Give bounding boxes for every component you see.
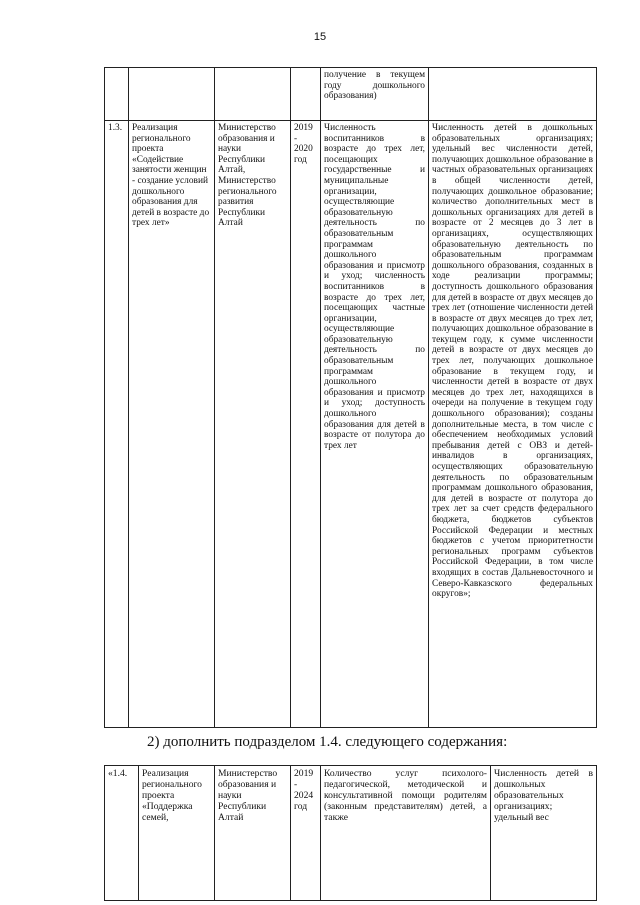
cell-num (105, 68, 129, 121)
cell-name: Реализация регионального проекта «Поддержка семей, (139, 766, 215, 901)
cell-name (129, 68, 215, 121)
cell-responsible (215, 68, 291, 121)
cell-result: получение в текущем году дошкольного образования) (321, 68, 429, 121)
cell-result: Количество услуг психолого-педагогической, методической и консультативной помощи родителям (законным представителям) детей, а также (321, 766, 491, 901)
cell-num: 1.3. (105, 121, 129, 728)
cell-responsible: Министерство образования и науки Республики Алтай (215, 766, 291, 901)
cell-indicators (429, 68, 597, 121)
measures-table (104, 67, 597, 728)
cell-num: «1.4. (105, 766, 139, 901)
measures-table-continued (104, 765, 597, 901)
cell-indicators: Численность детей в дошкольных образовательных организациях; удельный вес (491, 766, 597, 901)
page-number: 15 (313, 31, 327, 43)
cell-period: 2019 - 2024 год (291, 766, 321, 901)
table-row (105, 121, 597, 728)
table-row (105, 766, 597, 901)
cell-name: Реализация регионального проекта «Содействие занятости женщин - создание условий дошкольного образования для детей в возрасте до трех лет» (129, 121, 215, 728)
cell-responsible: Министерство образования и науки Республики Алтай, Министерство регионального развития Республики Алтай (215, 121, 291, 728)
amendment-paragraph: 2) дополнить подразделом 1.4. следующего содержания: (147, 734, 508, 750)
cell-period (291, 68, 321, 121)
cell-indicators: Численность детей в дошкольных образовательных организациях; удельный вес численности детей, получающих дошкольное образование в частных образовательных организациях в общей численности детей, получающих дошкольное образование; количество дополнительных мест в дошкольных организациях для детей в возрасте от 2 месяцев до 3 лет в организациях, осуществляющих образовательную деятельность по образовательным программам дошкольного образования, созданных в ходе реализации программы; доступность дошкольного образования для детей в возрасте от двух месяцев до трех лет (отношение численности детей в возрасте от двух месяцев до трех лет, получающих дошкольное образование в текущем году, к сумме численности детей в возрасте от двух месяцев до трех лет, получающих дошкольное образование в текущем году, и численности детей в возрасте от двух месяцев до трех лет, находящихся в очереди на получение в текущем году дошкольного образования); созданы дополнительные места, в том числе с обеспечением необходимых условий пребывания детей с ОВЗ и детей-инвалидов в организациях, осуществляющих образовательную деятельность по образовательным программам дошкольного образования, для детей в возрасте от полутора до трех лет за счет средств федерального бюджета, бюджетов субъектов Российской Федерации и местных бюджетов с учетом приоритетности региональных программ субъектов Российской Федерации, в том числе входящих в состав Дальневосточного и Северо-Кавказского федеральных округов»; (429, 121, 597, 728)
cell-result: Численность воспитанников в возрасте до трех лет, посещающих государственные и муниципальные организации, осуществляющие образовательную деятельность по образовательным программам дошкольного образования и присмотр и уход; численность воспитанников в возрасте до трех лет, посещающих частные организации, осуществляющие образовательную деятельность по образовательным программам дошкольного образования и присмотр и уход; доступность дошкольного образования для детей в возрасте от полутора до трех лет (321, 121, 429, 728)
cell-period: 2019 - 2020 год (291, 121, 321, 728)
table-row (105, 68, 597, 121)
